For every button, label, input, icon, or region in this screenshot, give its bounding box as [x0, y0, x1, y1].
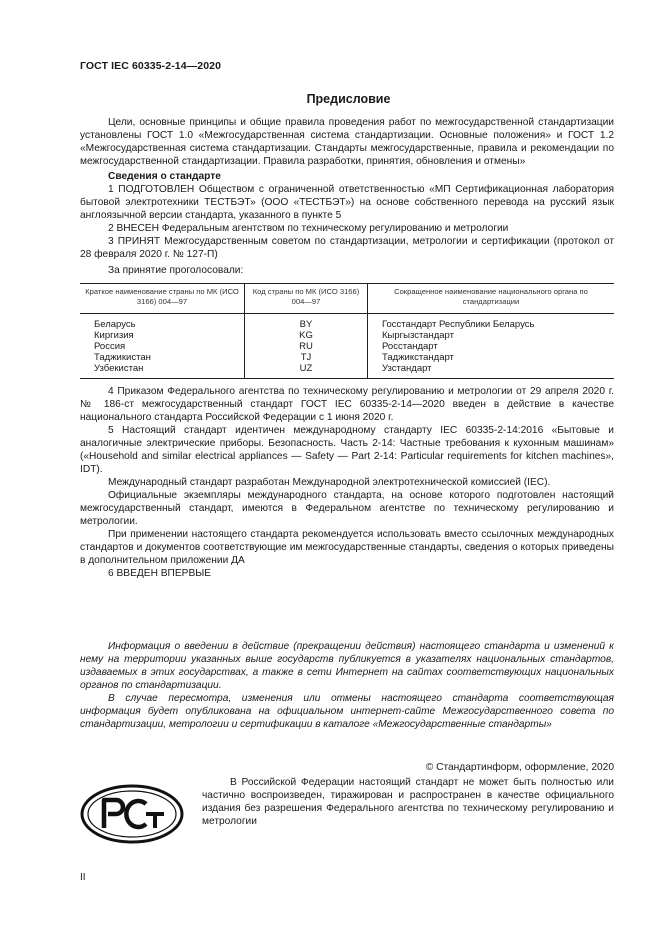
voted-label: За принятие проголосовали: — [108, 265, 244, 276]
standards-body: Кыргызстандарт — [382, 330, 454, 341]
table-row — [80, 352, 614, 363]
country-name: Россия — [94, 341, 126, 352]
item-5-paragraph-a: Международный стандарт разработан Международной электротехнической комиссией (IEC). — [108, 477, 551, 488]
reproduction-notice-text: В Российской Федерации настоящий стандарт не может быть полностью или частично воспроизведен, тиражирован и распространен в качестве официального издания без разрешения Федерального агентства по техническому регулированию и метрологии — [202, 777, 614, 827]
table-row — [80, 341, 614, 352]
item-6: 6 ВВЕДЕН ВПЕРВЫЕ — [108, 568, 212, 579]
foreword-body — [80, 116, 614, 580]
standards-body: Таджикстандарт — [382, 352, 454, 363]
standards-body: Узстандарт — [368, 363, 615, 379]
standards-body: Росстандарт — [382, 341, 438, 352]
publication-info — [80, 640, 614, 731]
publication-info-paragraph-1: Информация о введении в действие (прекращении действия) настоящего стандарта и изменений к нему на территории указанных выше государств публикуется в указателях национальных стандартов, издаваемых в этих государствах, а также в сети Интернет на сайтах соответствующих национальных органов по стандартизации. — [80, 641, 614, 691]
country-name: Беларусь — [94, 319, 136, 330]
document-header: ГОСТ IEC 60335-2-14—2020 — [80, 60, 222, 72]
table-row — [80, 363, 614, 379]
country-name: Таджикистан — [94, 352, 151, 363]
item-5-paragraph-c: При применении настоящего стандарта рекомендуется использовать вместо ссылочных международных стандартов и документов соответствующие им межгосударственные стандарты, сведения о которых приведены в дополнительном приложении ДА — [80, 529, 614, 566]
item-5-paragraph-b: Официальные экземпляры международного стандарта, на основе которого подготовлен настоящий межгосударственный стандарт, имеются в Федеральном агентстве по техническому регулированию и метрологии. — [80, 490, 614, 527]
table-row — [80, 314, 614, 331]
intro-paragraph: Цели, основные принципы и общие правила проведения работ по межгосударственной стандартизации установлены ГОСТ 1.0 «Межгосударственная система стандартизации. Основные положения» и ГОСТ 1.2 «Межгосударственная система стандартизации. Стандарты межгосударственные, правила и рекомендации по межгосударственной стандартизации. Правила разработки, принятия, обновления и отмены» — [80, 117, 614, 167]
item-4: 4 Приказом Федерального агентства по техническому регулированию и метрологии от 29 апреля 2020 г. № 186-ст межгосударственный стандарт ГОСТ IEC 60335-2-14—2020 введен в действие в качестве национального стандарта Российской Федерации с 1 июня 2020 г. — [80, 386, 614, 423]
voting-countries-table — [80, 283, 614, 379]
column-header-country: Краткое наименование страны по МК (ИСО 3166) 004—97 — [80, 284, 245, 314]
rst-certification-mark-icon — [80, 784, 184, 844]
country-name: Узбекистан — [80, 363, 245, 379]
item-3: 3 ПРИНЯТ Межгосударственным советом по стандартизации, метрологии и сертификации (протокол от 28 февраля 2020 г. № 127-П) — [80, 236, 614, 260]
item-5: 5 Настоящий стандарт идентичен международному стандарту IEC 60335-2-14:2016 «Бытовые и аналогичные электрические приборы. Безопасность. Часть 2-14: Частные требования к кухонным машинам» («Household and similar electrical appliances — Safety — Part 2-14: Particular requirements for kitchen machines», IDT). — [80, 425, 614, 475]
country-code: KG — [245, 330, 368, 341]
country-code: TJ — [245, 352, 368, 363]
standards-body: Госстандарт Республики Беларусь — [382, 319, 535, 330]
standard-info-heading: Сведения о стандарте — [108, 171, 221, 182]
column-header-code: Код страны по МК (ИСО 3166) 004—97 — [245, 284, 368, 314]
section-title: Предисловие — [306, 92, 391, 106]
country-name: Киргизия — [94, 330, 134, 341]
country-code: RU — [245, 341, 368, 352]
column-header-body: Сокращенное наименование национального органа по стандартизации — [368, 284, 615, 314]
table-header-row — [80, 284, 614, 314]
item-2: 2 ВНЕСЕН Федеральным агентством по техническому регулированию и метрологии — [108, 223, 509, 234]
table-row — [80, 330, 614, 341]
country-code: UZ — [245, 363, 368, 379]
item-1: 1 ПОДГОТОВЛЕН Обществом с ограниченной ответственностью «МП Сертификационная лаборатория бытовой электротехники ТЕСТБЭТ» (ООО «ТЕСТБЭТ») на основе собственного перевода на русский язык англоязычной версии стандарта, указанного в пункте 5 — [80, 184, 614, 221]
copyright-line: © Стандартинформ, оформление, 2020 — [425, 762, 614, 773]
publication-info-paragraph-2: В случае пересмотра, изменения или отмены настоящего стандарта соответствующая информация будет опубликована на официальном интернет-сайте Межгосударственного совета по стандартизации, метрологии и сертификации в каталоге «Межгосударственные стандарты» — [80, 693, 614, 730]
reproduction-notice — [202, 776, 614, 828]
page-number: II — [80, 872, 86, 883]
country-code: BY — [245, 314, 368, 331]
